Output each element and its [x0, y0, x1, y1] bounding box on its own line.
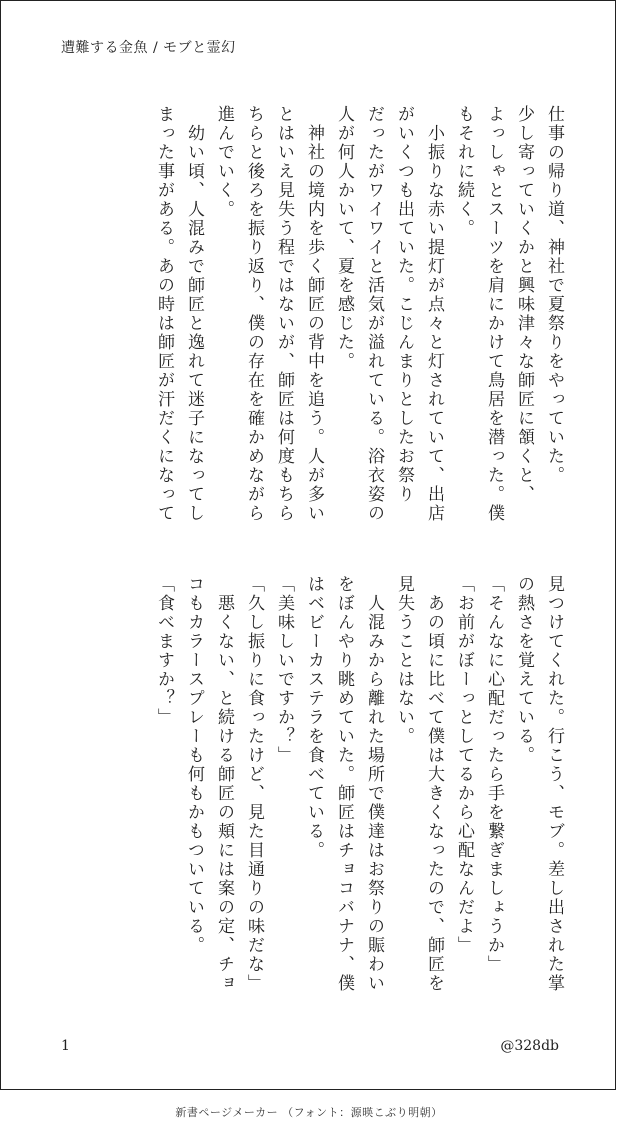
dialogue-line: 「お前がぼーっとしてるから心配なんだよ」 — [454, 575, 474, 955]
paragraph: 人混みから離れた場所で僕達はお祭りの賑わい をぼんやり眺めていた。師匠はチョコバナナ、僕 はベビーカステラを食べている。 — [304, 575, 384, 993]
dialogue-line: 「食べますか？」 — [154, 575, 174, 727]
body-text-bottom-block — [57, 575, 569, 1005]
dialogue-line: 「そんなに心配だったら手を繋ぎましょうか」 — [484, 575, 504, 974]
body-text-top-block — [57, 105, 569, 525]
dialogue-line: 「美味しいですか？」 — [274, 575, 294, 765]
paragraph: 神社の境内を歩く師匠の背中を追う。人が多い とはいえ見失う程ではないが、師匠は何度もちら ちらと後ろを振り返り、僕の存在を確かめながら 進んでいく。 — [214, 105, 324, 523]
paragraph: あの頃に比べて僕は大きくなったので、師匠を 見失うことはない。 — [394, 575, 444, 993]
paragraph: 仕事の帰り道、神社で夏祭りをやっていた。 少し寄っていくかと興味津々な師匠に頷くと、 よっしゃとスーツを肩にかけて鳥居を潜った。僕 もそれに続く。 — [454, 105, 564, 523]
paragraph: 幼い頃、人混みで師匠と逸れて迷子になってし まった事がある。あの時は師匠が汗だくになって — [154, 105, 204, 523]
paragraph: 小振りな赤い提灯が点々と灯されていて、出店 がいくつも出ていた。こじんまりとしたお祭り だったがワイワイと活気が溢れている。浴衣姿の 人が何人かいて、夏を感じた。 — [334, 105, 444, 523]
generator-credit: 新書ページメーカー （フォント：源暎こぶり明朝） — [175, 1106, 443, 1119]
paragraph: 見つけてくれた。行こう、モブ。差し出された掌 の熱さを覚えている。 — [514, 575, 564, 993]
paragraph: 悪くない、と続ける師匠の頬には案の定、チョ コもカラースプレーも何もかもついている。 — [184, 575, 234, 993]
author-handle: @328db — [500, 1038, 559, 1054]
page-header-title: 遭難する金魚 / モブと霊幻 — [61, 40, 236, 56]
dialogue-line: 「久し振りに食ったけど、見た目通りの味だな」 — [244, 575, 264, 993]
page-number: 1 — [61, 1038, 70, 1054]
